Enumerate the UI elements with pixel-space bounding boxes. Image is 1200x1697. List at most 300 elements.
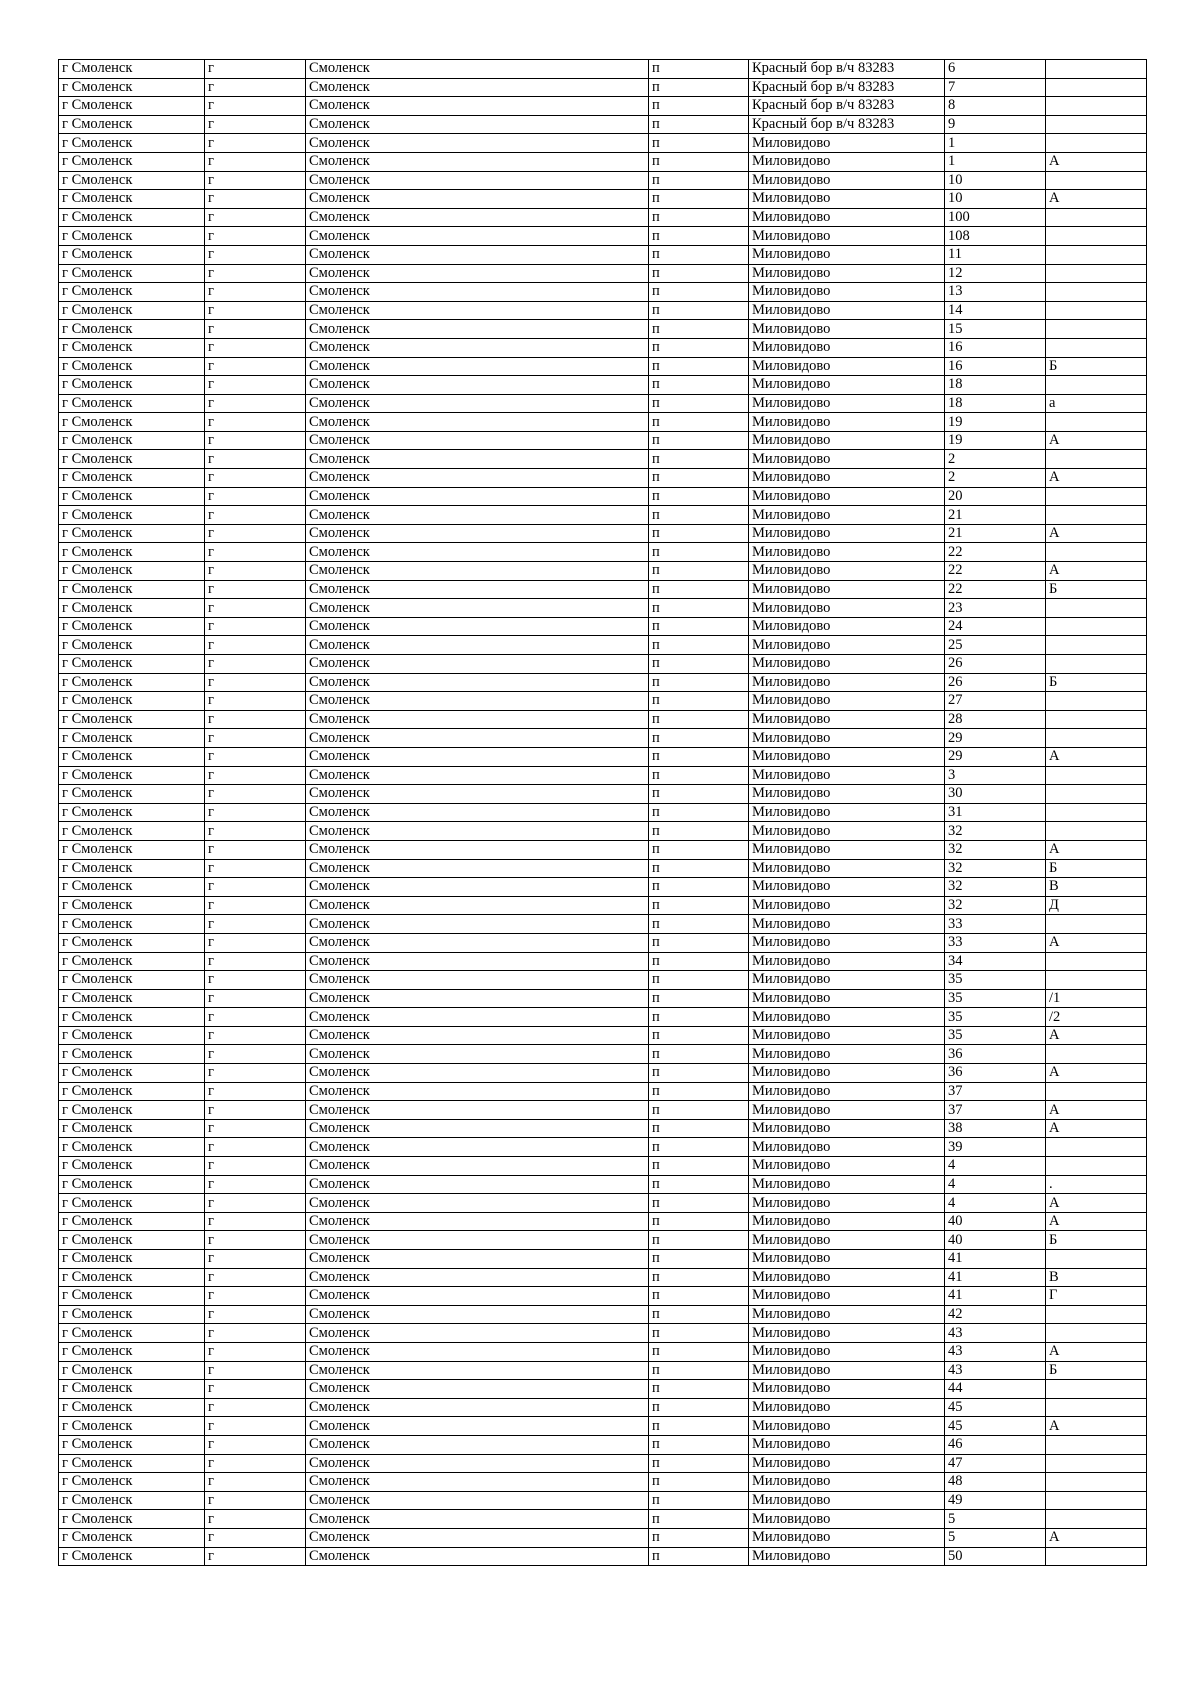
settlement-type-cell: п: [649, 1491, 749, 1510]
house-number-cell: 37: [945, 1101, 1046, 1120]
table-row: [59, 1138, 1147, 1157]
table-row: [59, 1008, 1147, 1027]
house-number-cell: 20: [945, 487, 1046, 506]
region-cell: г Смоленск: [59, 1361, 205, 1380]
city-cell: Смоленск: [306, 1510, 649, 1529]
locality-type-cell: г: [205, 1510, 306, 1529]
locality-type-cell: г: [205, 878, 306, 897]
city-cell: Смоленск: [306, 1175, 649, 1194]
settlement-cell: Миловидово: [749, 1361, 945, 1380]
city-cell: Смоленск: [306, 692, 649, 711]
house-number-cell: 12: [945, 264, 1046, 283]
building-suffix-cell: А: [1046, 469, 1147, 488]
building-suffix-cell: [1046, 543, 1147, 562]
settlement-type-cell: п: [649, 673, 749, 692]
building-suffix-cell: [1046, 283, 1147, 302]
settlement-type-cell: п: [649, 357, 749, 376]
building-suffix-cell: [1046, 617, 1147, 636]
building-suffix-cell: А: [1046, 1119, 1147, 1138]
region-cell: г Смоленск: [59, 543, 205, 562]
building-suffix-cell: [1046, 338, 1147, 357]
building-suffix-cell: [1046, 915, 1147, 934]
settlement-cell: Миловидово: [749, 803, 945, 822]
city-cell: Смоленск: [306, 1398, 649, 1417]
city-cell: Смоленск: [306, 524, 649, 543]
settlement-type-cell: п: [649, 896, 749, 915]
region-cell: г Смоленск: [59, 822, 205, 841]
city-cell: Смоленск: [306, 1101, 649, 1120]
house-number-cell: 2: [945, 450, 1046, 469]
settlement-type-cell: п: [649, 152, 749, 171]
settlement-type-cell: п: [649, 245, 749, 264]
settlement-type-cell: п: [649, 1212, 749, 1231]
city-cell: Смоленск: [306, 1417, 649, 1436]
building-suffix-cell: [1046, 171, 1147, 190]
settlement-cell: Миловидово: [749, 394, 945, 413]
table-row: [59, 655, 1147, 674]
region-cell: г Смоленск: [59, 413, 205, 432]
table-row: [59, 1194, 1147, 1213]
table-row: [59, 562, 1147, 581]
city-cell: Смоленск: [306, 1547, 649, 1566]
region-cell: г Смоленск: [59, 60, 205, 79]
settlement-type-cell: п: [649, 543, 749, 562]
table-row: [59, 1157, 1147, 1176]
house-number-cell: 45: [945, 1398, 1046, 1417]
house-number-cell: 22: [945, 580, 1046, 599]
house-number-cell: 18: [945, 394, 1046, 413]
region-cell: г Смоленск: [59, 915, 205, 934]
settlement-type-cell: п: [649, 1250, 749, 1269]
table-row: [59, 692, 1147, 711]
table-row: [59, 1324, 1147, 1343]
settlement-cell: Миловидово: [749, 1528, 945, 1547]
region-cell: г Смоленск: [59, 1435, 205, 1454]
table-row: [59, 1547, 1147, 1566]
house-number-cell: 24: [945, 617, 1046, 636]
house-number-cell: 39: [945, 1138, 1046, 1157]
locality-type-cell: г: [205, 1435, 306, 1454]
region-cell: г Смоленск: [59, 840, 205, 859]
region-cell: г Смоленск: [59, 1008, 205, 1027]
city-cell: Смоленск: [306, 1064, 649, 1083]
city-cell: Смоленск: [306, 840, 649, 859]
table-row: [59, 747, 1147, 766]
city-cell: Смоленск: [306, 60, 649, 79]
settlement-type-cell: п: [649, 487, 749, 506]
house-number-cell: 22: [945, 543, 1046, 562]
settlement-type-cell: п: [649, 1454, 749, 1473]
settlement-cell: Миловидово: [749, 1138, 945, 1157]
locality-type-cell: г: [205, 1119, 306, 1138]
table-row: [59, 78, 1147, 97]
building-suffix-cell: А: [1046, 1064, 1147, 1083]
region-cell: г Смоленск: [59, 1194, 205, 1213]
settlement-type-cell: п: [649, 1473, 749, 1492]
house-number-cell: 19: [945, 431, 1046, 450]
building-suffix-cell: В: [1046, 878, 1147, 897]
settlement-cell: Миловидово: [749, 822, 945, 841]
building-suffix-cell: [1046, 60, 1147, 79]
city-cell: Смоленск: [306, 1026, 649, 1045]
region-cell: г Смоленск: [59, 729, 205, 748]
city-cell: Смоленск: [306, 543, 649, 562]
settlement-type-cell: п: [649, 599, 749, 618]
settlement-type-cell: п: [649, 338, 749, 357]
settlement-cell: Миловидово: [749, 1398, 945, 1417]
city-cell: Смоленск: [306, 766, 649, 785]
building-suffix-cell: [1046, 729, 1147, 748]
table-row: [59, 989, 1147, 1008]
building-suffix-cell: [1046, 301, 1147, 320]
region-cell: г Смоленск: [59, 115, 205, 134]
region-cell: г Смоленск: [59, 785, 205, 804]
settlement-type-cell: п: [649, 1547, 749, 1566]
settlement-type-cell: п: [649, 134, 749, 153]
settlement-cell: Миловидово: [749, 301, 945, 320]
house-number-cell: 3: [945, 766, 1046, 785]
locality-type-cell: г: [205, 524, 306, 543]
locality-type-cell: г: [205, 60, 306, 79]
region-cell: г Смоленск: [59, 97, 205, 116]
settlement-cell: Миловидово: [749, 636, 945, 655]
city-cell: Смоленск: [306, 97, 649, 116]
settlement-type-cell: п: [649, 320, 749, 339]
settlement-type-cell: п: [649, 915, 749, 934]
region-cell: г Смоленск: [59, 1157, 205, 1176]
settlement-type-cell: п: [649, 822, 749, 841]
locality-type-cell: г: [205, 1528, 306, 1547]
settlement-cell: Миловидово: [749, 915, 945, 934]
city-cell: Смоленск: [306, 822, 649, 841]
table-row: [59, 1026, 1147, 1045]
city-cell: Смоленск: [306, 655, 649, 674]
settlement-cell: Миловидово: [749, 878, 945, 897]
locality-type-cell: г: [205, 264, 306, 283]
house-number-cell: 4: [945, 1194, 1046, 1213]
locality-type-cell: г: [205, 933, 306, 952]
settlement-cell: Миловидово: [749, 450, 945, 469]
city-cell: Смоленск: [306, 245, 649, 264]
settlement-cell: Миловидово: [749, 655, 945, 674]
settlement-type-cell: п: [649, 1138, 749, 1157]
settlement-type-cell: п: [649, 617, 749, 636]
settlement-cell: Красный бор в/ч 83283: [749, 60, 945, 79]
locality-type-cell: г: [205, 1287, 306, 1306]
house-number-cell: 45: [945, 1417, 1046, 1436]
building-suffix-cell: [1046, 1435, 1147, 1454]
building-suffix-cell: [1046, 803, 1147, 822]
building-suffix-cell: [1046, 785, 1147, 804]
settlement-cell: Миловидово: [749, 431, 945, 450]
settlement-cell: Миловидово: [749, 1101, 945, 1120]
house-number-cell: 2: [945, 469, 1046, 488]
settlement-cell: Миловидово: [749, 1064, 945, 1083]
region-cell: г Смоленск: [59, 1547, 205, 1566]
settlement-cell: Миловидово: [749, 840, 945, 859]
house-number-cell: 26: [945, 673, 1046, 692]
building-suffix-cell: [1046, 655, 1147, 674]
building-suffix-cell: [1046, 1305, 1147, 1324]
region-cell: г Смоленск: [59, 952, 205, 971]
city-cell: Смоленск: [306, 152, 649, 171]
settlement-type-cell: п: [649, 1157, 749, 1176]
house-number-cell: 10: [945, 190, 1046, 209]
settlement-type-cell: п: [649, 710, 749, 729]
house-number-cell: 22: [945, 562, 1046, 581]
region-cell: г Смоленск: [59, 1287, 205, 1306]
table-row: [59, 320, 1147, 339]
locality-type-cell: г: [205, 1454, 306, 1473]
table-row: [59, 1045, 1147, 1064]
house-number-cell: 36: [945, 1064, 1046, 1083]
building-suffix-cell: [1046, 450, 1147, 469]
region-cell: г Смоленск: [59, 431, 205, 450]
locality-type-cell: г: [205, 1101, 306, 1120]
table-row: [59, 1101, 1147, 1120]
settlement-type-cell: п: [649, 431, 749, 450]
house-number-cell: 49: [945, 1491, 1046, 1510]
house-number-cell: 14: [945, 301, 1046, 320]
building-suffix-cell: А: [1046, 933, 1147, 952]
house-number-cell: 50: [945, 1547, 1046, 1566]
building-suffix-cell: Б: [1046, 1361, 1147, 1380]
table-row: [59, 1342, 1147, 1361]
city-cell: Смоленск: [306, 450, 649, 469]
building-suffix-cell: [1046, 97, 1147, 116]
settlement-type-cell: п: [649, 1119, 749, 1138]
city-cell: Смоленск: [306, 283, 649, 302]
table-row: [59, 283, 1147, 302]
house-number-cell: 33: [945, 933, 1046, 952]
settlement-cell: Миловидово: [749, 952, 945, 971]
city-cell: Смоленск: [306, 971, 649, 990]
house-number-cell: 32: [945, 822, 1046, 841]
building-suffix-cell: [1046, 1082, 1147, 1101]
locality-type-cell: г: [205, 1157, 306, 1176]
region-cell: г Смоленск: [59, 376, 205, 395]
house-number-cell: 29: [945, 747, 1046, 766]
table-row: [59, 1250, 1147, 1269]
locality-type-cell: г: [205, 1547, 306, 1566]
settlement-cell: Миловидово: [749, 245, 945, 264]
city-cell: Смоленск: [306, 1361, 649, 1380]
locality-type-cell: г: [205, 1250, 306, 1269]
locality-type-cell: г: [205, 338, 306, 357]
settlement-cell: Миловидово: [749, 747, 945, 766]
region-cell: г Смоленск: [59, 1342, 205, 1361]
city-cell: Смоленск: [306, 376, 649, 395]
locality-type-cell: г: [205, 896, 306, 915]
address-table: [58, 59, 1147, 1566]
building-suffix-cell: А: [1046, 1101, 1147, 1120]
building-suffix-cell: [1046, 320, 1147, 339]
region-cell: г Смоленск: [59, 1380, 205, 1399]
region-cell: г Смоленск: [59, 1119, 205, 1138]
locality-type-cell: г: [205, 301, 306, 320]
address-table-body: [59, 60, 1147, 1566]
locality-type-cell: г: [205, 915, 306, 934]
building-suffix-cell: [1046, 971, 1147, 990]
locality-type-cell: г: [205, 431, 306, 450]
locality-type-cell: г: [205, 190, 306, 209]
locality-type-cell: г: [205, 115, 306, 134]
city-cell: Смоленск: [306, 803, 649, 822]
settlement-type-cell: п: [649, 524, 749, 543]
region-cell: г Смоленск: [59, 878, 205, 897]
settlement-type-cell: п: [649, 1528, 749, 1547]
locality-type-cell: г: [205, 1212, 306, 1231]
table-row: [59, 1082, 1147, 1101]
region-cell: г Смоленск: [59, 599, 205, 618]
settlement-cell: Миловидово: [749, 1324, 945, 1343]
locality-type-cell: г: [205, 952, 306, 971]
region-cell: г Смоленск: [59, 469, 205, 488]
settlement-cell: Миловидово: [749, 469, 945, 488]
table-row: [59, 1398, 1147, 1417]
house-number-cell: 43: [945, 1324, 1046, 1343]
building-suffix-cell: [1046, 78, 1147, 97]
locality-type-cell: г: [205, 562, 306, 581]
locality-type-cell: г: [205, 673, 306, 692]
settlement-type-cell: п: [649, 1175, 749, 1194]
settlement-cell: Миловидово: [749, 1417, 945, 1436]
city-cell: Смоленск: [306, 710, 649, 729]
table-row: [59, 1212, 1147, 1231]
building-suffix-cell: В: [1046, 1268, 1147, 1287]
settlement-cell: Миловидово: [749, 1510, 945, 1529]
settlement-type-cell: п: [649, 376, 749, 395]
table-row: [59, 1454, 1147, 1473]
region-cell: г Смоленск: [59, 134, 205, 153]
locality-type-cell: г: [205, 469, 306, 488]
settlement-type-cell: п: [649, 1380, 749, 1399]
house-number-cell: 21: [945, 524, 1046, 543]
settlement-cell: Миловидово: [749, 971, 945, 990]
settlement-type-cell: п: [649, 692, 749, 711]
table-row: [59, 394, 1147, 413]
building-suffix-cell: а: [1046, 394, 1147, 413]
house-number-cell: 32: [945, 878, 1046, 897]
settlement-type-cell: п: [649, 1231, 749, 1250]
building-suffix-cell: Б: [1046, 1231, 1147, 1250]
city-cell: Смоленск: [306, 747, 649, 766]
house-number-cell: 40: [945, 1212, 1046, 1231]
table-row: [59, 357, 1147, 376]
city-cell: Смоленск: [306, 1324, 649, 1343]
table-row: [59, 60, 1147, 79]
city-cell: Смоленск: [306, 487, 649, 506]
table-row: [59, 190, 1147, 209]
settlement-cell: Миловидово: [749, 692, 945, 711]
table-row: [59, 1380, 1147, 1399]
building-suffix-cell: [1046, 1398, 1147, 1417]
settlement-cell: Миловидово: [749, 617, 945, 636]
building-suffix-cell: Б: [1046, 357, 1147, 376]
locality-type-cell: г: [205, 729, 306, 748]
city-cell: Смоленск: [306, 1138, 649, 1157]
house-number-cell: 38: [945, 1119, 1046, 1138]
building-suffix-cell: А: [1046, 747, 1147, 766]
house-number-cell: 108: [945, 227, 1046, 246]
settlement-cell: Миловидово: [749, 710, 945, 729]
building-suffix-cell: А: [1046, 1342, 1147, 1361]
settlement-type-cell: п: [649, 1417, 749, 1436]
building-suffix-cell: [1046, 1547, 1147, 1566]
locality-type-cell: г: [205, 971, 306, 990]
city-cell: Смоленск: [306, 729, 649, 748]
house-number-cell: 100: [945, 208, 1046, 227]
locality-type-cell: г: [205, 450, 306, 469]
region-cell: г Смоленск: [59, 989, 205, 1008]
city-cell: Смоленск: [306, 1250, 649, 1269]
city-cell: Смоленск: [306, 134, 649, 153]
settlement-cell: Миловидово: [749, 506, 945, 525]
table-row: [59, 376, 1147, 395]
region-cell: г Смоленск: [59, 1491, 205, 1510]
settlement-type-cell: п: [649, 562, 749, 581]
locality-type-cell: г: [205, 1305, 306, 1324]
settlement-cell: Миловидово: [749, 1231, 945, 1250]
table-row: [59, 227, 1147, 246]
table-row: [59, 1268, 1147, 1287]
building-suffix-cell: [1046, 1510, 1147, 1529]
settlement-cell: Миловидово: [749, 673, 945, 692]
house-number-cell: 28: [945, 710, 1046, 729]
settlement-type-cell: п: [649, 450, 749, 469]
building-suffix-cell: [1046, 766, 1147, 785]
house-number-cell: 41: [945, 1287, 1046, 1306]
house-number-cell: 34: [945, 952, 1046, 971]
building-suffix-cell: [1046, 376, 1147, 395]
region-cell: г Смоленск: [59, 1045, 205, 1064]
table-row: [59, 1231, 1147, 1250]
city-cell: Смоленск: [306, 562, 649, 581]
house-number-cell: 43: [945, 1361, 1046, 1380]
city-cell: Смоленск: [306, 357, 649, 376]
settlement-cell: Миловидово: [749, 859, 945, 878]
house-number-cell: 46: [945, 1435, 1046, 1454]
settlement-cell: Миловидово: [749, 1435, 945, 1454]
locality-type-cell: г: [205, 822, 306, 841]
table-row: [59, 338, 1147, 357]
table-row: [59, 1473, 1147, 1492]
region-cell: г Смоленск: [59, 1101, 205, 1120]
region-cell: г Смоленск: [59, 673, 205, 692]
building-suffix-cell: [1046, 487, 1147, 506]
settlement-cell: Миловидово: [749, 1026, 945, 1045]
city-cell: Смоленск: [306, 636, 649, 655]
region-cell: г Смоленск: [59, 1231, 205, 1250]
building-suffix-cell: [1046, 1324, 1147, 1343]
region-cell: г Смоленск: [59, 1528, 205, 1547]
locality-type-cell: г: [205, 1380, 306, 1399]
locality-type-cell: г: [205, 1064, 306, 1083]
house-number-cell: 6: [945, 60, 1046, 79]
house-number-cell: 13: [945, 283, 1046, 302]
building-suffix-cell: А: [1046, 524, 1147, 543]
building-suffix-cell: [1046, 1491, 1147, 1510]
locality-type-cell: г: [205, 859, 306, 878]
building-suffix-cell: /1: [1046, 989, 1147, 1008]
locality-type-cell: г: [205, 840, 306, 859]
region-cell: г Смоленск: [59, 338, 205, 357]
locality-type-cell: г: [205, 1026, 306, 1045]
city-cell: Смоленск: [306, 171, 649, 190]
house-number-cell: 27: [945, 692, 1046, 711]
settlement-type-cell: п: [649, 506, 749, 525]
table-row: [59, 1119, 1147, 1138]
